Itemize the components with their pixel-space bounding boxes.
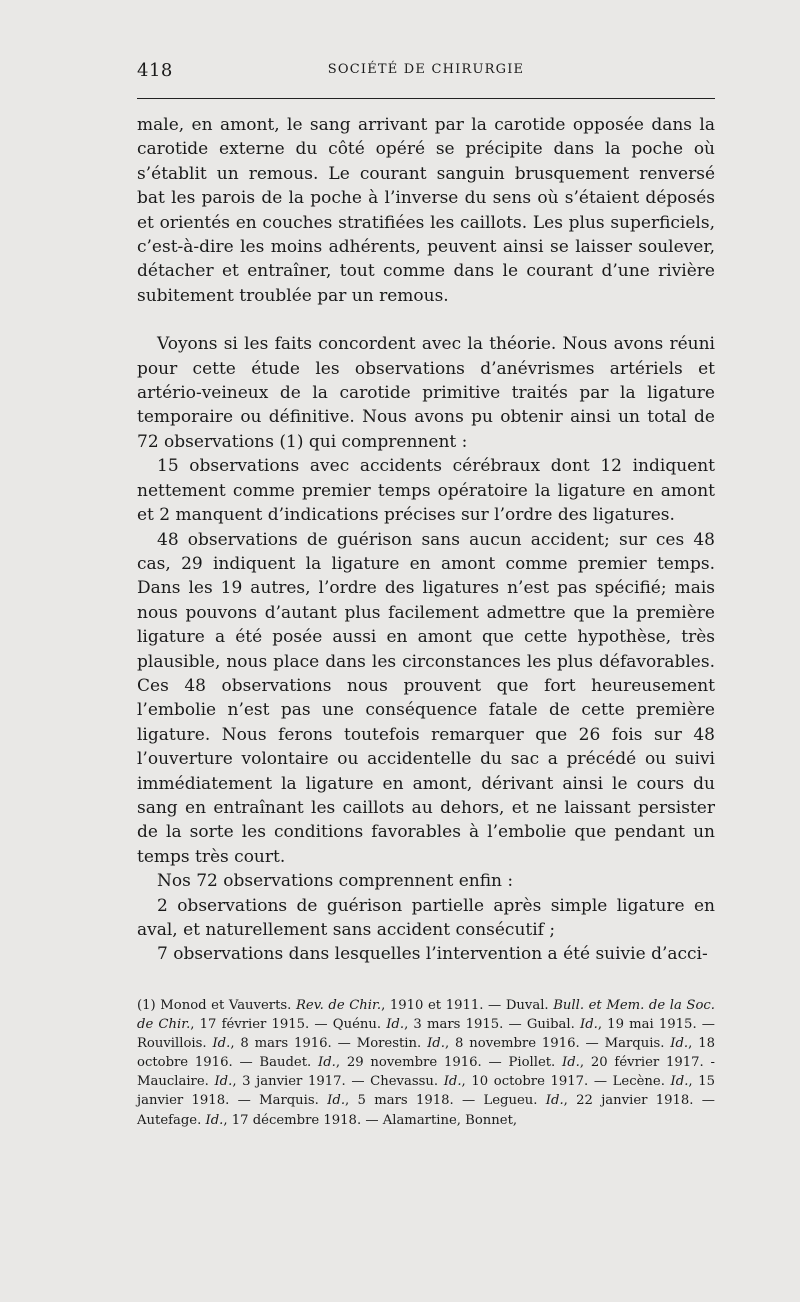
footnote-segment: , 3 mars 1915. — Guibal. bbox=[404, 1017, 580, 1033]
footnote-segment: (1) Monod et Vauverts. bbox=[137, 998, 296, 1013]
paragraph: 15 observations avec accidents cérébraux dont 12 indiquent nettement comme premier temps opératoire la ligature en amont et 2 manquent d’indications précises sur l’ordre des ligatures. bbox=[137, 456, 715, 526]
paragraph: 2 observations de guérison partielle après simple ligature en aval, et naturellement sans accident consécutif ; bbox=[137, 895, 715, 940]
footnote-citation: Id. bbox=[214, 1074, 233, 1090]
footnote-segment: , 22 janvier 1918. — Autefage. bbox=[137, 1093, 715, 1128]
footnote-citation: Bull. et Mem. de la Soc. de Chir. bbox=[137, 998, 715, 1033]
footnote-citation: Id. bbox=[670, 1074, 689, 1090]
footnote-citation: Id. bbox=[562, 1055, 580, 1071]
page-number: 418 bbox=[137, 60, 173, 81]
footnote-citation: Rev. de Chir. bbox=[295, 998, 382, 1013]
paragraph: Nos 72 observations comprennent enfin : bbox=[157, 871, 514, 892]
footnote-citation: Id. bbox=[427, 1036, 445, 1052]
footnote-segment: , 20 février 1917. - Mauclaire. bbox=[137, 1055, 715, 1090]
header-rule bbox=[137, 98, 715, 99]
footnote-citation: Id. bbox=[579, 1017, 598, 1033]
footnote-citation: Id. bbox=[443, 1074, 462, 1090]
paragraph: 7 observations dans lesquelles l’intervention a été suivie d’acci- bbox=[157, 944, 708, 965]
paragraph: 48 observations de guérison sans aucun accident; sur ces 48 cas, 29 indiquent la ligature en amont comme premier temps. Dans les 19 autres, l’ordre des ligatures n’est pas spécifié; mais nous pouvons d’autant plus facilement admettre que la première ligature a été posée aussi en amont que cette hypothèse, très plausible, nous place dans les circonstances les plus défavorables. Ces 48 observations nous prouvent que fort heureusement l’embolie n’est pas une conséquence fatale de cette première ligature. Nous ferons toutefois remarquer que 26 fois sur 48 l’ouverture volontaire ou accidentelle du sac a précédé ou suivi immédiatement la ligature en amont, dérivant ainsi le cours du sang en entraînant les caillots au dehors, et ne laissant persister de la sorte les conditions favorables à l’embolie que pendant un temps très court. bbox=[137, 529, 715, 867]
footnote-segment: , 17 février 1915. — Quénu. bbox=[190, 1017, 387, 1033]
footnote-citation: Id. bbox=[670, 1036, 689, 1052]
footnote-citation: Id. bbox=[318, 1055, 336, 1071]
footnote-segment: , 18 octobre 1916. — Baudet. bbox=[137, 1036, 715, 1071]
footnote-segment: , 3 janvier 1917. — Chevassu. bbox=[232, 1074, 444, 1090]
body-text bbox=[137, 113, 715, 967]
footnote-citation: Id. bbox=[327, 1093, 346, 1109]
footnote-citation: Id. bbox=[205, 1112, 224, 1128]
footnote-segment: , 10 octobre 1917. — Lecène. bbox=[461, 1074, 671, 1090]
footnote-citation: Id. bbox=[545, 1093, 564, 1109]
footnote-segment: , 1910 et 1911. — Duval. bbox=[381, 998, 554, 1013]
footnote-citation: Id. bbox=[386, 1017, 405, 1033]
footnote-segment: , 17 décembre 1918. — Alamartine, Bonnet, bbox=[223, 1112, 518, 1128]
paragraph: Voyons si les faits concordent avec la théorie. Nous avons réuni pour cette étude les observations d’anévrismes artériels et artério-veineux de la carotide primitive traités par la ligature temporaire ou définitive. Nous avons pu obtenir ainsi un total de 72 observations (1) qui comprennent : bbox=[137, 334, 715, 452]
footnote-segment: , 15 janvier 1918. — Marquis. bbox=[137, 1074, 715, 1109]
paragraph: male, en amont, le sang arrivant par la carotide opposée dans la carotide externe du côté opéré se précipite dans la poche où s’établit un remous. Le courant sanguin brusquement renversé bat les parois de la poche à l’inverse du sens où s’étaient déposés et orientés en couches stratifiées les caillots. Les plus superficiels, c’est-à-dire les moins adhérents, peuvent ainsi se laisser soulever, détacher et entraîner, tout comme dans le courant d’une rivière subitement troublée par un remous. bbox=[137, 115, 715, 306]
footnote-segment: , 19 mai 1915. — Rouvillois. bbox=[137, 1017, 715, 1052]
page-header bbox=[137, 60, 715, 84]
footnote-segment: , 8 novembre 1916. — Marquis. bbox=[444, 1036, 671, 1052]
footnote-segment: , 5 mars 1918. — Legueu. bbox=[345, 1093, 546, 1109]
footnote-citation: Id. bbox=[212, 1036, 231, 1052]
footnote-segment: , 29 novembre 1916. — Piollet. bbox=[335, 1055, 563, 1071]
footnote bbox=[137, 996, 715, 1130]
running-head: SOCIÉTÉ DE CHIRURGIE bbox=[327, 62, 525, 77]
footnote-segment: , 8 mars 1916. — Morestin. bbox=[230, 1036, 428, 1052]
